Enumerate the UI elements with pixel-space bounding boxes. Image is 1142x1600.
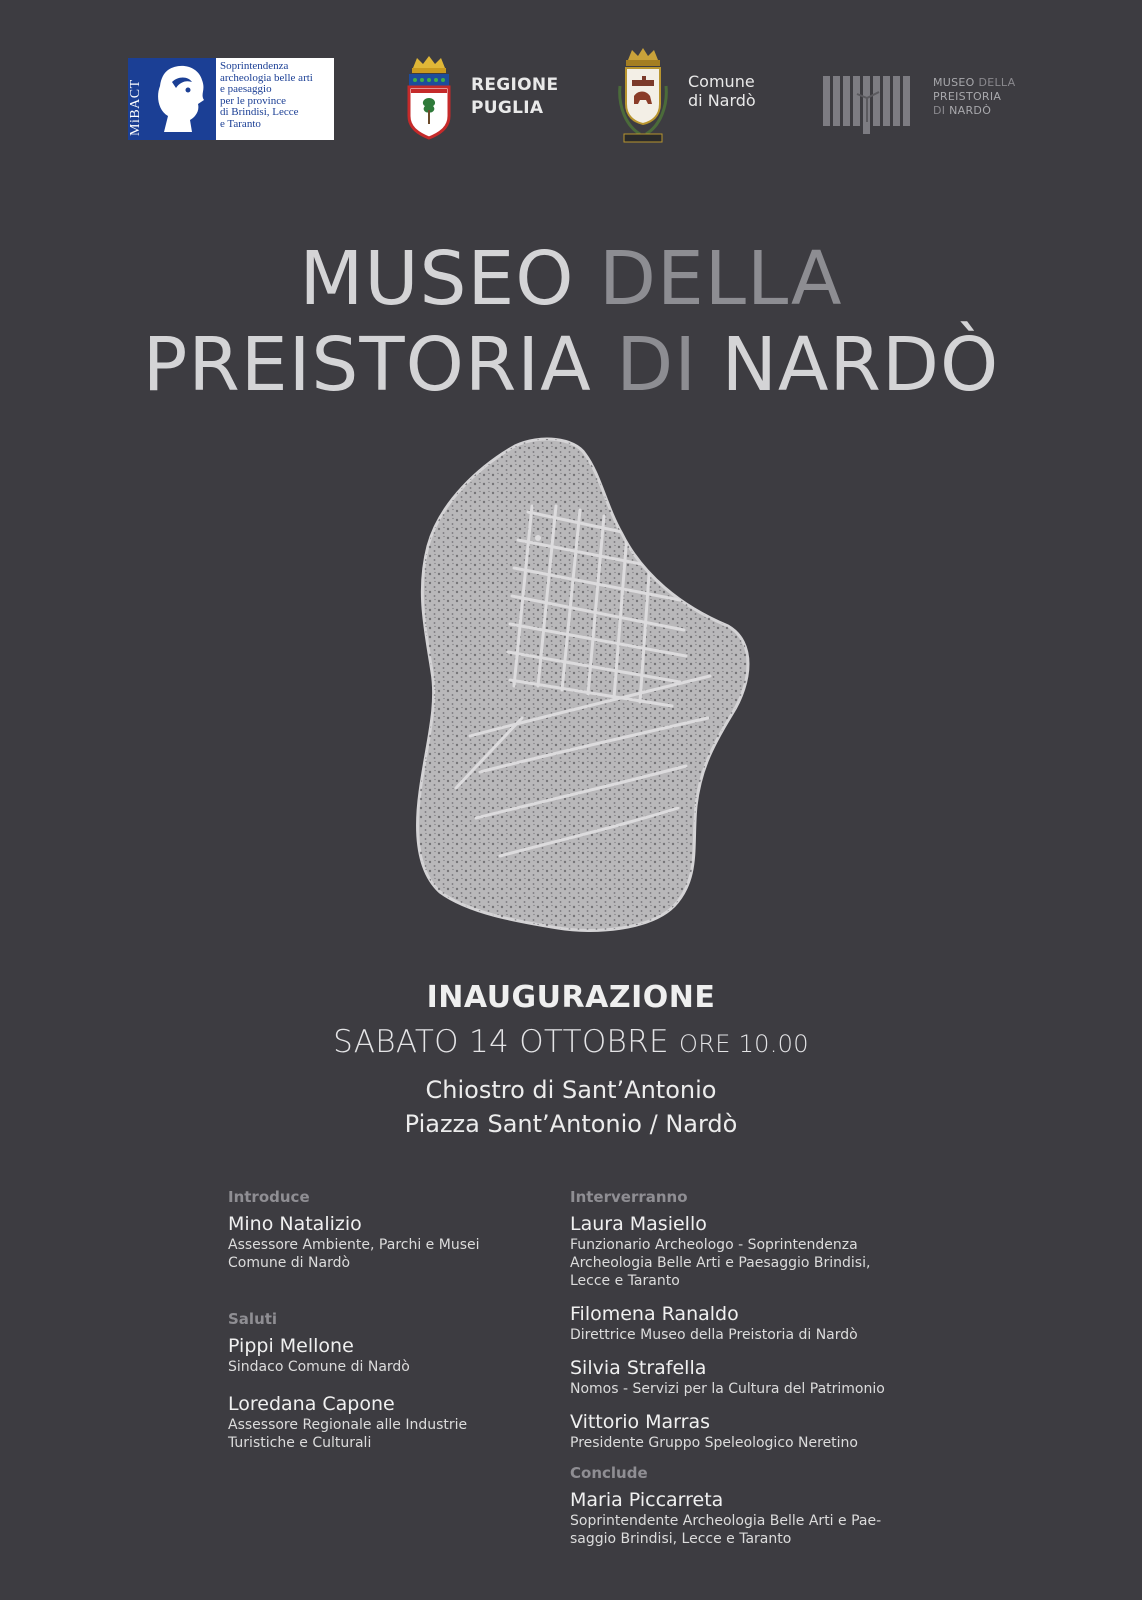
section-label-interverranno: Interverranno [570,1188,688,1206]
mibact-logo [128,58,334,140]
speaker-entry [570,1410,950,1452]
speaker-role: Nomos - Servizi per la Cultura del Patrimonio [570,1381,885,1397]
speaker-role: Presidente Gruppo Speleologico Neretino [570,1435,858,1451]
comune-line2: di Nardò [688,91,756,110]
museo-word-1: MUSEO [933,76,975,89]
program-left-column [228,1188,548,1452]
speaker-entry [570,1212,950,1290]
speaker-role: Assessore Ambiente, Parchi e Musei Comune di Nardò [228,1237,480,1271]
program-right-column [570,1188,950,1548]
speaker-name: Vittorio Marras [570,1411,711,1433]
title-museo: MUSEO [299,236,575,322]
event-heading: INAUGURAZIONE [426,980,716,1015]
speaker-entry [570,1302,950,1344]
museo-word-2: DELLA [978,76,1016,89]
mibact-mark [128,58,216,140]
title-nardo: NARDÒ [721,322,1000,408]
event-address: Piazza Sant’Antonio / Nardò [404,1110,738,1138]
museo-word-3: DI [933,104,946,117]
museo-line2: PREISTORIA [933,90,1002,103]
comune-line1: Comune [688,72,755,91]
regione-line1: REGIONE [471,75,559,95]
title-preistoria: PREISTORIA [142,322,592,408]
title-line-1 [0,236,1142,322]
title-della: DELLA [599,236,843,322]
speaker-role: Direttrice Museo della Preistoria di Nardò [570,1327,858,1343]
mibact-text: Soprintendenza archeologia belle arti e paesaggio per le province di Brindisi, Lecce e Taranto [220,60,313,130]
title-line-2 [0,322,1142,408]
section-label-conclude: Conclude [570,1464,648,1482]
museo-word-4: NARDÒ [949,104,992,117]
museo-bars-icon [823,76,919,134]
speaker-name: Filomena Ranaldo [570,1303,739,1325]
engraved-stone-image [410,436,760,944]
section-label-introduce: Introduce [228,1188,310,1206]
comune-crest-icon [616,46,670,150]
speaker-entry [228,1334,548,1376]
speaker-entry [228,1212,548,1272]
speaker-name: Loredana Capone [228,1393,395,1415]
title-di: DI [616,322,698,408]
event-date: SABATO 14 OTTOBRE [333,1024,669,1060]
event-datetime [0,1024,1142,1060]
event-venue: Chiostro di Sant’Antonio [425,1076,717,1104]
event-time: ORE 10.00 [679,1030,809,1058]
speaker-name: Mino Natalizio [228,1213,362,1235]
speaker-role: Sindaco Comune di Nardò [228,1359,410,1375]
speaker-name: Silvia Strafella [570,1357,707,1379]
regione-puglia-logo [405,54,558,140]
speaker-name: Pippi Mellone [228,1335,354,1357]
speaker-entry [570,1356,950,1398]
speaker-role: Soprintendente Archeologia Belle Arti e Pae- saggio Brindisi, Lecce e Taranto [570,1513,882,1547]
speaker-entry [570,1488,950,1548]
speaker-role: Funzionario Archeologo - Soprintendenza Archeologia Belle Arti e Paesaggio Brindisi, Lecce e Taranto [570,1237,871,1289]
museo-logo [823,76,1015,134]
regione-crest-icon [405,54,453,140]
speaker-name: Maria Piccarreta [570,1489,724,1511]
speaker-role: Assessore Regionale alle Industrie Turistiche e Culturali [228,1417,468,1451]
speaker-entry [228,1392,548,1452]
speaker-name: Laura Masiello [570,1213,707,1235]
head-profile-icon [150,62,212,136]
section-label-saluti: Saluti [228,1310,278,1328]
mibact-mark-text: MiBACT [128,79,143,136]
comune-nardo-logo [616,46,756,150]
regione-line2: PUGLIA [471,98,544,118]
